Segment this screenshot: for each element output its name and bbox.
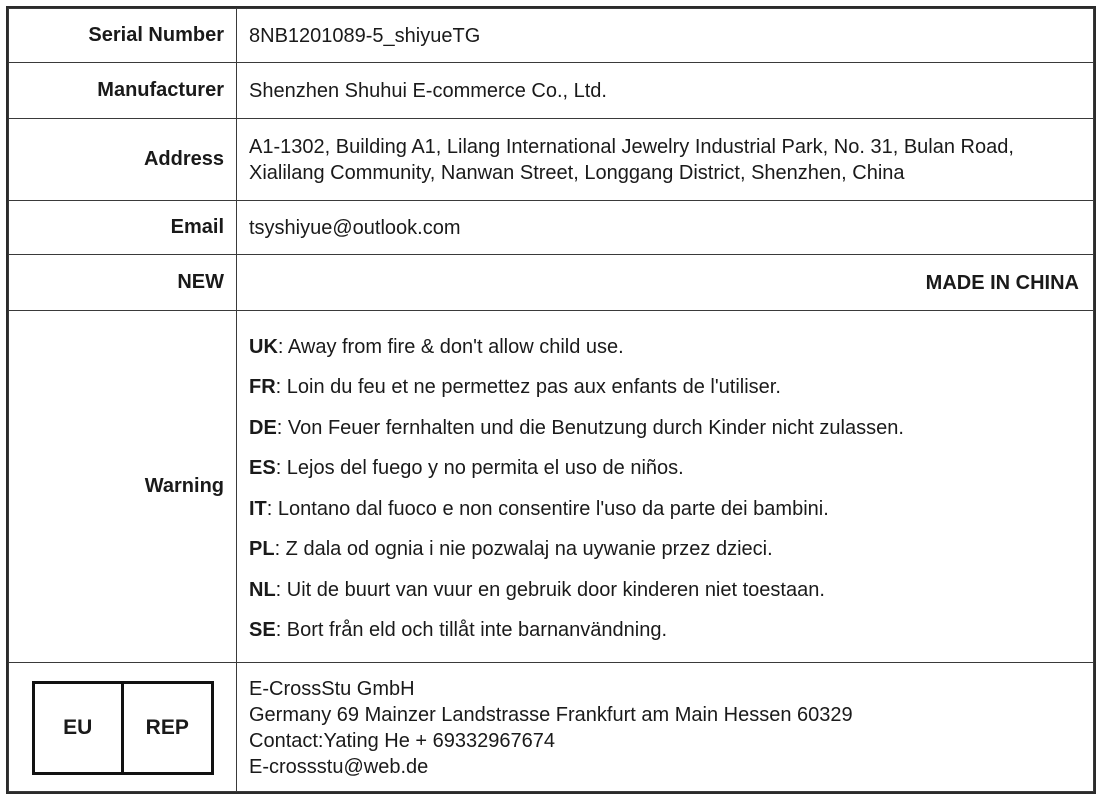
email-row — [9, 201, 1094, 255]
warning-text: : Z dala od ognia i nie pozwalaj na uywanie przez dzieci. — [274, 538, 773, 560]
email-value: tsyshiyue@outlook.com — [237, 201, 1094, 255]
address-row — [9, 119, 1094, 201]
warning-lang-code: FR — [249, 376, 276, 398]
warning-text: : Lejos del fuego y no permita el uso de niños. — [275, 457, 684, 479]
eu-rep-address: Germany 69 Mainzer Landstrasse Frankfurt am Main Hessen 60329 — [249, 704, 853, 726]
eu-rep-contact: Contact:Yating He + 69332967674 — [249, 730, 555, 752]
warning-label: Warning — [9, 311, 237, 663]
address-value: A1-1302, Building A1, Lilang International Jewelry Industrial Park, No. 31, Bulan Road, Xialilang Community, Nanwan Street, Longgang District, Shenzhen, China — [237, 119, 1094, 201]
warning-text: : Uit de buurt van vuur en gebruik door kinderen niet toestaan. — [275, 578, 825, 601]
warning-item — [249, 489, 1079, 530]
warning-text: : Lontano dal fuoco e non consentire l'uso da parte dei bambini. — [266, 497, 829, 520]
serial-number-row — [9, 9, 1094, 63]
address-label: Address — [9, 119, 237, 201]
manufacturer-label: Manufacturer — [9, 63, 237, 119]
warning-lang-code: PL — [249, 538, 275, 560]
warning-lang-code: IT — [249, 497, 267, 520]
product-info-sheet — [6, 6, 1096, 794]
warning-text: : Loin du feu et ne permettez pas aux enfants de l'utiliser. — [275, 376, 781, 398]
email-label: Email — [9, 201, 237, 255]
condition-label: NEW — [9, 255, 237, 311]
warning-item — [249, 327, 1079, 368]
warning-item — [249, 448, 1079, 489]
warning-text: : Away from fire & don't allow child use. — [277, 335, 624, 358]
eu-rep-row — [9, 663, 1094, 792]
warning-text: : Bort från eld och tillåt inte barnanvändning. — [275, 619, 668, 641]
warning-lang-code: SE — [249, 619, 276, 641]
warning-item — [249, 367, 1079, 408]
warning-row — [9, 311, 1094, 663]
eu-rep-badge-eu: EU — [63, 716, 93, 739]
warning-text: : Von Feuer fernhalten und die Benutzung durch Kinder nicht zulassen. — [276, 416, 904, 439]
warning-list — [249, 323, 1079, 651]
eu-rep-company: E-CrossStu GmbH — [249, 678, 415, 700]
eu-rep-badge — [32, 681, 214, 775]
manufacturer-row — [9, 63, 1094, 119]
info-table — [8, 8, 1094, 792]
condition-row — [9, 255, 1094, 311]
warning-item — [249, 408, 1079, 449]
eu-rep-details — [237, 663, 1094, 792]
manufacturer-value: Shenzhen Shuhui E-commerce Co., Ltd. — [237, 63, 1094, 119]
eu-rep-email: E-crossstu@web.de — [249, 756, 429, 778]
warning-item — [249, 570, 1079, 611]
warning-lang-code: ES — [249, 457, 276, 479]
eu-rep-badge-rep: REP — [121, 684, 211, 772]
warning-lang-code: DE — [249, 416, 277, 439]
serial-number-value: 8NB1201089-5_shiyueTG — [237, 9, 1094, 63]
warning-list-cell — [237, 311, 1094, 663]
origin-value: MADE IN CHINA — [237, 255, 1094, 311]
serial-number-label: Serial Number — [9, 9, 237, 63]
eu-rep-badge-cell — [9, 663, 237, 792]
warning-lang-code: NL — [249, 578, 276, 601]
warning-item — [249, 610, 1079, 651]
warning-lang-code: UK — [249, 335, 278, 358]
warning-item — [249, 529, 1079, 570]
